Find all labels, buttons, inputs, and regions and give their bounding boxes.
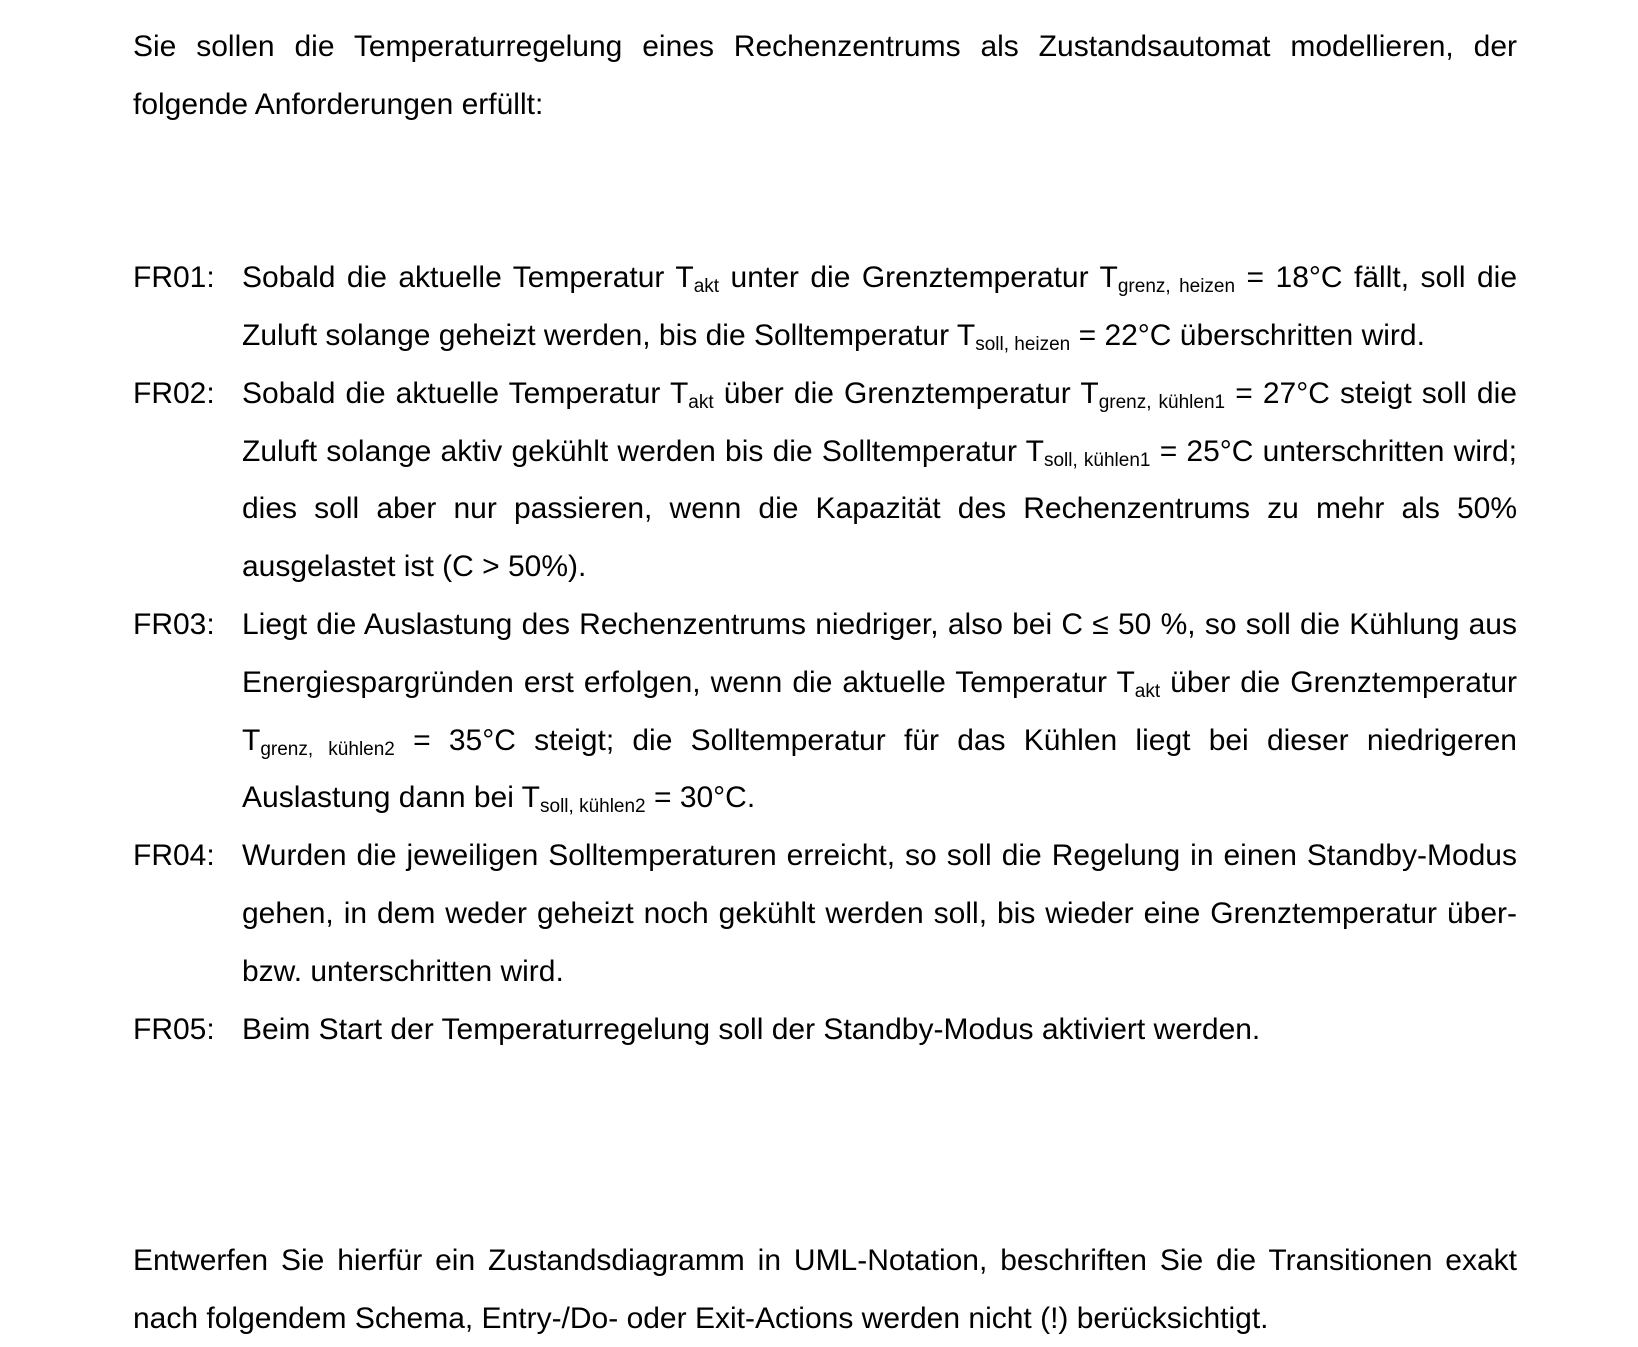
text-segment: über die Grenztemperatur T xyxy=(713,376,1099,410)
text-segment: über die Grenztemperatur T xyxy=(242,665,1517,757)
intro-paragraph xyxy=(133,18,1517,134)
subscript-text: grenz, kühlen1 xyxy=(1098,391,1226,413)
text-segment: Sie sollen die Temperaturregelung eines Rechenzentrums als Zustandsautomat modellieren, der folgende Anforderungen erfüllt: xyxy=(133,30,1517,121)
subscript-text: akt xyxy=(688,391,714,413)
closing-paragraph xyxy=(133,1232,1517,1347)
subscript-text: soll, heizen xyxy=(975,333,1071,355)
text-segment: Beim Start der Temperaturregelung soll der Standby-Modus aktiviert werden. xyxy=(242,1012,1261,1046)
text-segment: = 25°C unterschritten wird; dies soll aber nur passieren, wenn die Kapazität des Rechenzentrums zu mehr als 50% ausgelastet ist (C > 50%). xyxy=(242,434,1517,584)
text-segment: Sobald die aktuelle Temperatur T xyxy=(242,261,694,295)
text-segment: = 30°C. xyxy=(645,781,756,815)
subscript-text: soll, kühlen2 xyxy=(540,796,646,818)
text-segment: Sobald die aktuelle Temperatur T xyxy=(242,376,689,410)
requirement-item xyxy=(133,827,1517,1000)
requirement-text xyxy=(242,827,1517,1000)
subscript-text: soll, kühlen1 xyxy=(1043,449,1151,471)
requirement-label: FR04: xyxy=(133,839,215,873)
text-segment: Liegt die Auslastung des Rechenzentrums niedriger, also bei C ≤ 50 %, so soll die Kühlung aus Energiespargründen erst erfolgen, wenn die aktuelle Temperatur T xyxy=(242,607,1517,699)
subscript-text: grenz, kühlen2 xyxy=(260,738,395,760)
requirement-item xyxy=(133,1001,1517,1059)
text-segment: unter die Grenztemperatur T xyxy=(719,261,1118,295)
text-segment: = 35°C steigt; die Solltemperatur für das Kühlen liegt bei dieser niedrigeren Auslastung dann bei T xyxy=(242,723,1517,815)
requirement-text xyxy=(242,1001,1517,1059)
requirement-text xyxy=(242,249,1517,365)
requirement-item xyxy=(133,249,1517,365)
text-segment: = 27°C steigt soll die Zuluft solange aktiv gekühlt werden bis die Solltemperatur T xyxy=(242,376,1517,468)
text-segment: = 22°C überschritten wird. xyxy=(1070,318,1425,352)
subscript-text: grenz, heizen xyxy=(1117,276,1236,298)
text-segment: Entwerfen Sie hierfür ein Zustandsdiagramm in UML-Notation, beschriften Sie die Transitionen exakt nach folgendem Schema, Entry-/Do- oder Exit-Actions werden nicht (!) berücksichtigt. xyxy=(133,1243,1517,1335)
requirement-text xyxy=(242,365,1517,596)
requirement-label: FR03: xyxy=(133,607,215,641)
requirements-list xyxy=(133,249,1517,1058)
requirement-text xyxy=(242,596,1517,827)
document xyxy=(133,18,1517,1347)
text-segment: Wurden die jeweiligen Solltemperaturen erreicht, so soll die Regelung in einen Standby-Modus gehen, in dem weder geheizt noch gekühlt werden soll, bis wieder eine Grenztemperatur über- bzw. unterschritten wird. xyxy=(242,839,1517,988)
requirement-item xyxy=(133,365,1517,596)
subscript-text: akt xyxy=(693,276,720,298)
requirement-label: FR02: xyxy=(133,376,215,410)
subscript-text: akt xyxy=(1134,680,1161,702)
requirement-label: FR05: xyxy=(133,1012,215,1046)
requirement-label: FR01: xyxy=(133,261,215,295)
requirement-item xyxy=(133,596,1517,827)
text-segment: = 18°C fällt, soll die Zuluft solange geheizt werden, bis die Solltemperatur T xyxy=(242,261,1517,352)
